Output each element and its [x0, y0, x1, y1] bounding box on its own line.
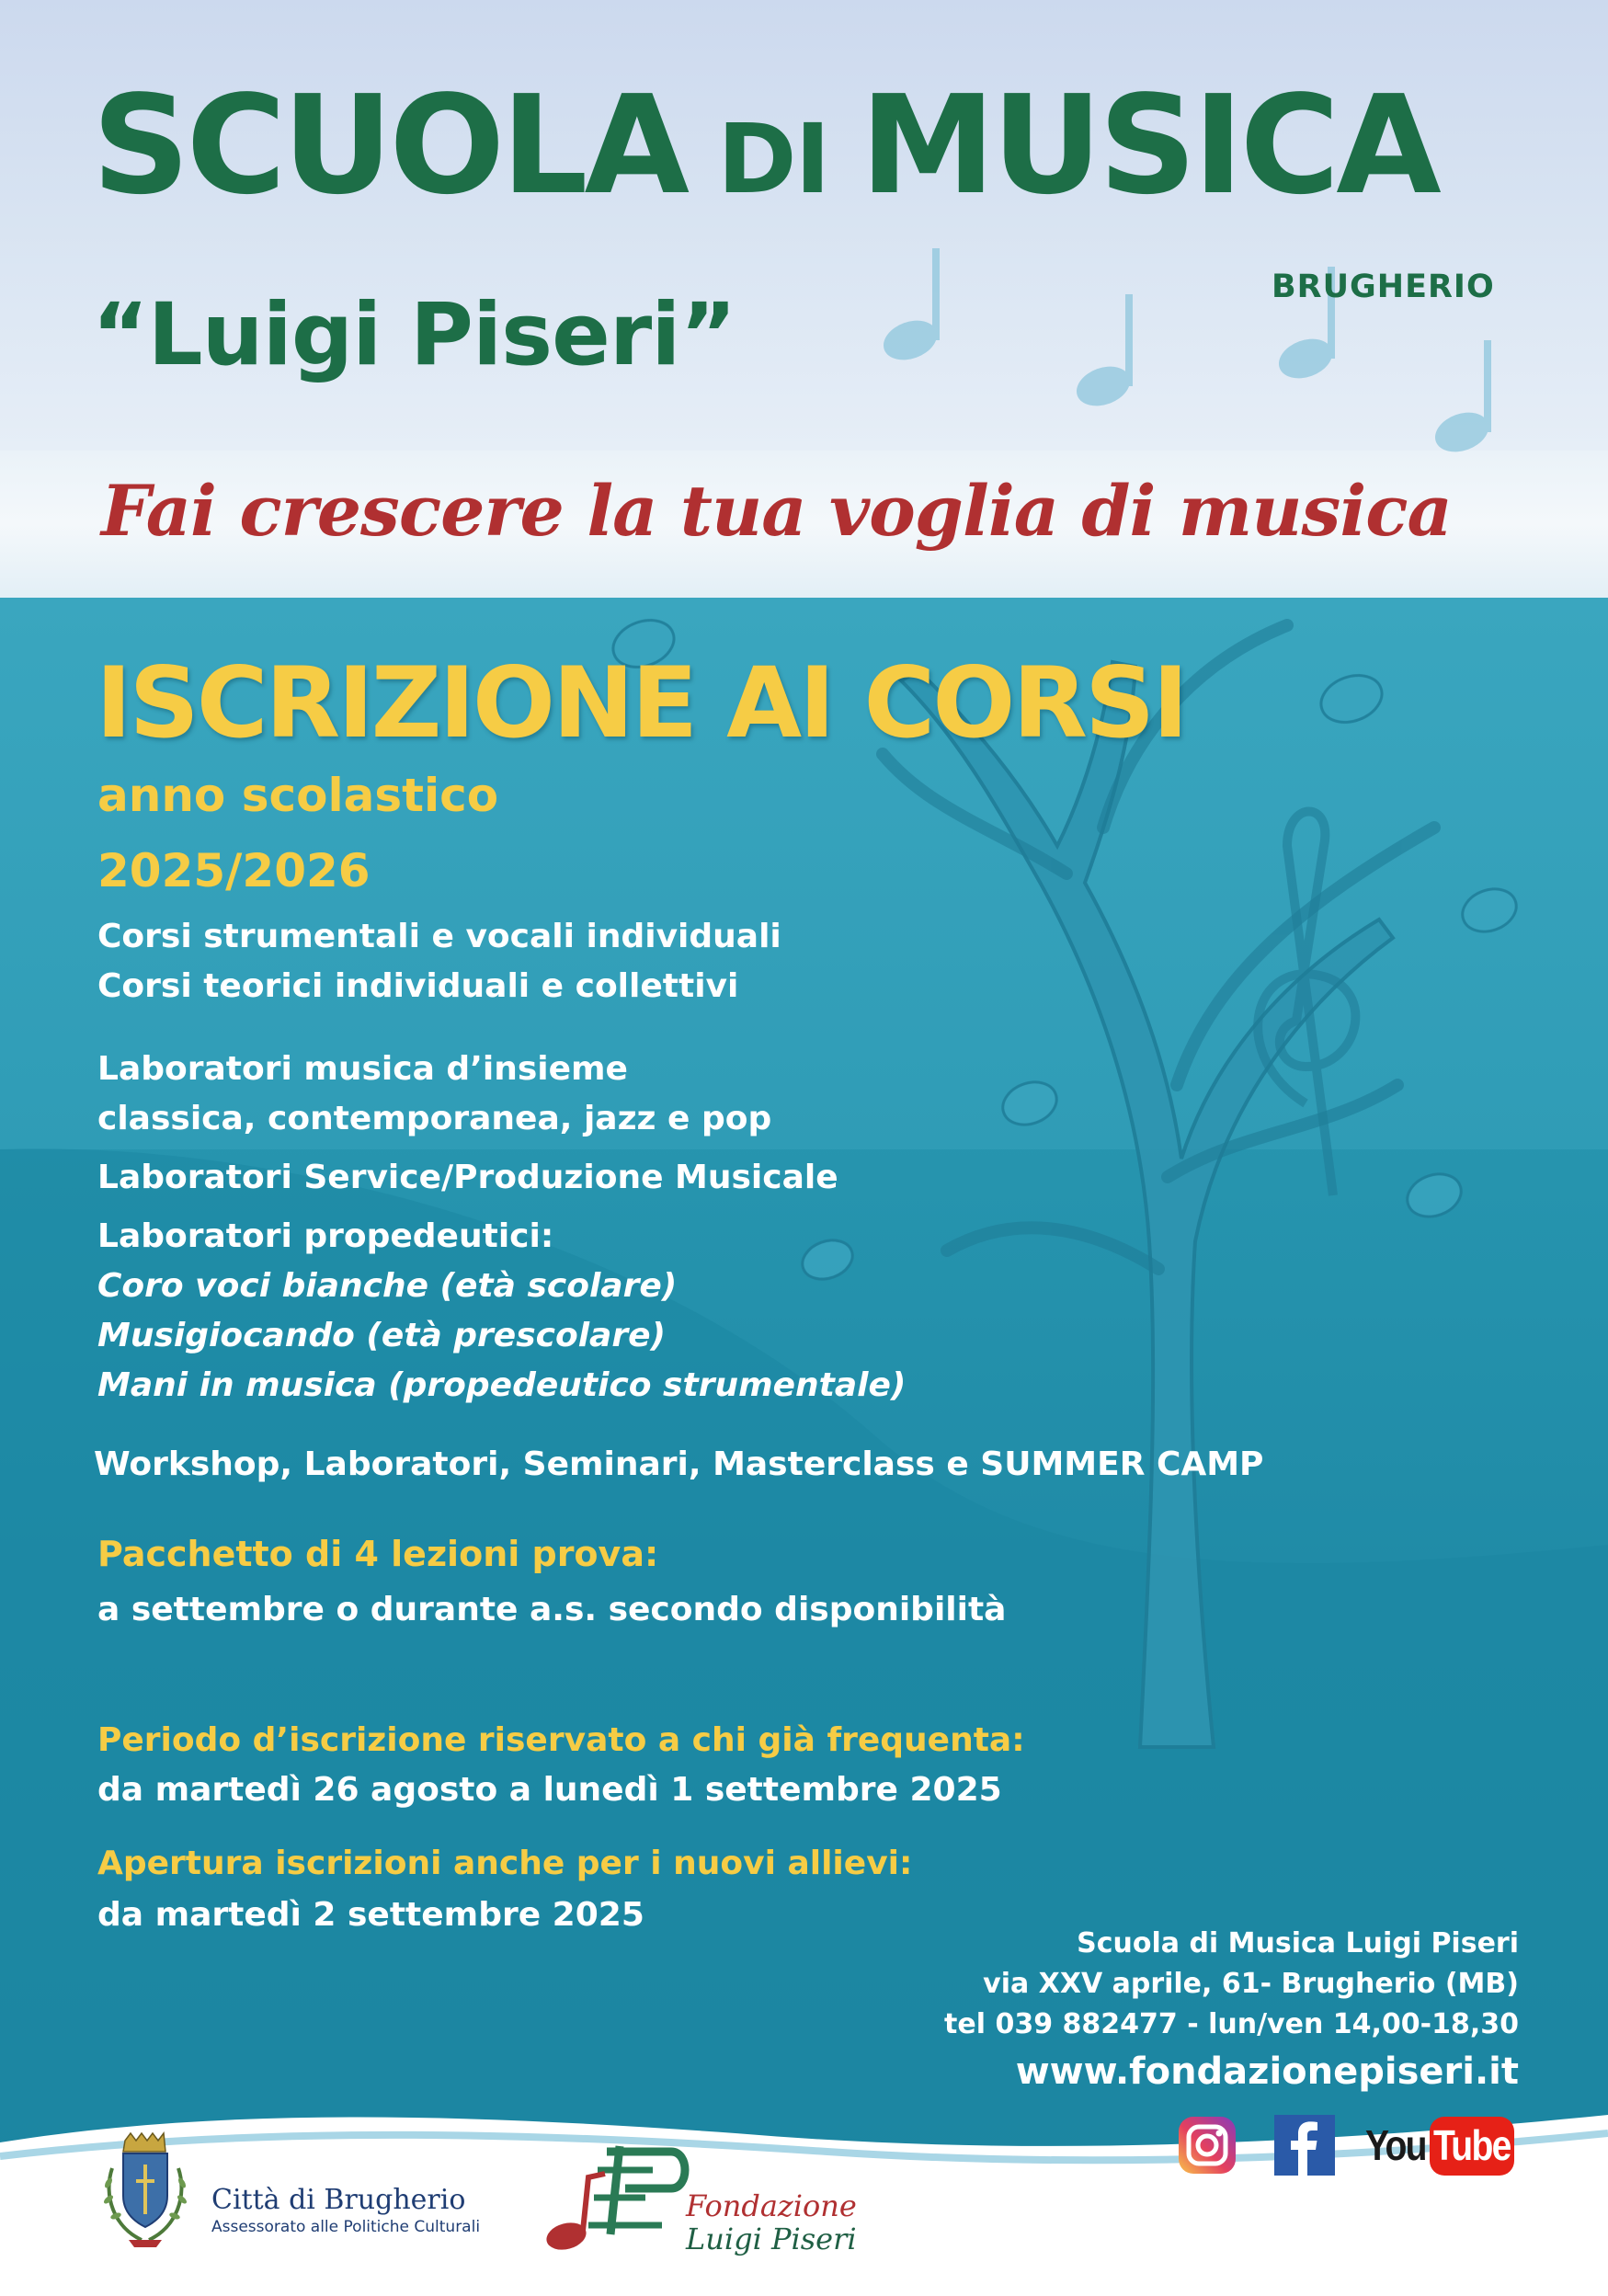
contact-phone: tel 039 882477 - lun/ven 14,00-18,30 [944, 2008, 1519, 2040]
city-department: Assessorato alle Politiche Culturali [211, 2218, 481, 2236]
registration-heading: ISCRIZIONE AI CORSI [96, 646, 1186, 760]
title-word-musica: MUSICA [860, 66, 1438, 224]
new-students-heading: Apertura iscrizioni anche per i nuovi allievi: [97, 1845, 913, 1882]
trial-text: a settembre o durante a.s. secondo disponibilità [97, 1591, 1007, 1628]
city-label: BRUGHERIO [1272, 268, 1495, 305]
slogan: Fai crescere la tua voglia di musica [101, 470, 1452, 552]
city-crest-icon [90, 2131, 200, 2251]
trial-heading: Pacchetto di 4 lezioni prova: [97, 1534, 659, 1574]
lab-ensemble: Laboratori musica d’insieme [97, 1050, 628, 1088]
foundation-logo-icon [542, 2133, 690, 2253]
propaedeutic-item-2: Musigiocando (età prescolare) [97, 1317, 666, 1354]
lab-ensemble-genres: classica, contemporanea, jazz e pop [97, 1100, 772, 1137]
city-name: Città di Brugherio [211, 2184, 466, 2216]
lab-propaedeutic: Laboratori propedeutici: [97, 1217, 554, 1255]
youtube-icon[interactable] [1365, 2115, 1516, 2177]
year-label: anno scolastico [97, 769, 499, 822]
new-students-dates: da martedì 2 settembre 2025 [97, 1896, 644, 1934]
propaedeutic-item-1: Coro voci bianche (età scolare) [97, 1267, 678, 1305]
course-line-2: Corsi teorici individuali e collettivi [97, 967, 739, 1005]
school-year: 2025/2026 [97, 844, 371, 897]
facebook-icon[interactable] [1274, 2115, 1335, 2176]
title-word-di [686, 103, 860, 215]
existing-students-dates: da martedì 26 agosto a lunedì 1 settembre 2025 [97, 1771, 1002, 1809]
school-subtitle: “Luigi Piseri” [92, 285, 736, 385]
existing-students-heading: Periodo d’iscrizione riservato a chi già frequenta: [97, 1721, 1025, 1759]
instagram-icon[interactable] [1177, 2115, 1237, 2176]
lab-service: Laboratori Service/Produzione Musicale [97, 1159, 838, 1196]
workshop-line: Workshop, Laboratori, Seminari, Masterclass e SUMMER CAMP [94, 1445, 1264, 1483]
youtube-tube-label: Tube [1433, 2121, 1511, 2169]
youtube-you-label: You [1365, 2121, 1426, 2169]
website-link[interactable]: www.fondazionepiseri.it [1015, 2050, 1519, 2093]
school-title [92, 66, 1438, 224]
contact-address: via XXV aprile, 61- Brugherio (MB) [983, 1968, 1519, 2000]
propaedeutic-item-3: Mani in musica (propedeutico strumentale) [97, 1366, 907, 1404]
course-line-1: Corsi strumentali e vocali individuali [97, 918, 781, 955]
contact-name: Scuola di Musica Luigi Piseri [1077, 1927, 1519, 1959]
foundation-name-line1: Fondazione [686, 2188, 857, 2223]
title-word-scuola: SCUOLA [92, 66, 687, 224]
title-word-di-text: DI [717, 103, 829, 215]
foundation-name-line2: Luigi Piseri [686, 2222, 857, 2256]
